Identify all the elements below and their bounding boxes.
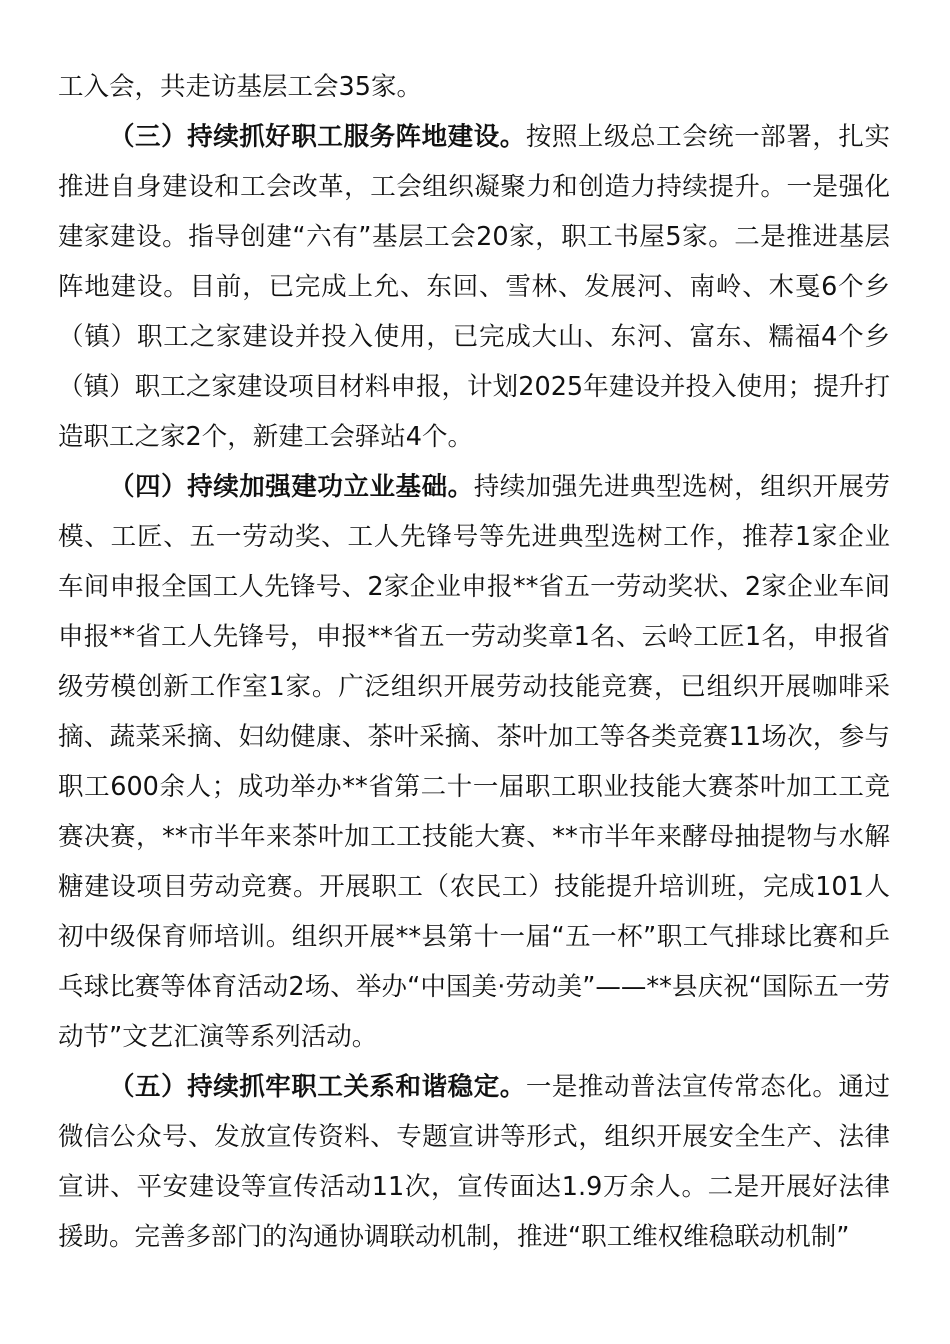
document-body	[58, 62, 890, 1262]
section-heading: （五）持续抓牢职工关系和谐稳定。	[109, 1072, 526, 1102]
paragraph-section-4	[58, 462, 890, 1062]
paragraph-text: 按照上级总工会统一部署，扎实推进自身建设和工会改革，工会组织凝聚力和创造力持续提升。一是强化建家建设。指导创建“六有”基层工会20家，职工书屋5家。二是推进基层阵地建设。目前，已完成上允、东回、雪林、发展河、南岭、木戛6个乡（镇）职工之家建设并投入使用，已完成大山、东河、富东、糯福4个乡（镇）职工之家建设项目材料申报，计划2025年建设并投入使用；提升打造职工之家2个，新建工会驿站4个。	[58, 122, 890, 452]
paragraph-text: 持续加强先进典型选树，组织开展劳模、工匠、五一劳动奖、工人先锋号等先进典型选树工作，推荐1家企业车间申报全国工人先锋号、2家企业申报**省五一劳动奖状、2家企业车间申报**省工人先锋号，申报**省五一劳动奖章1名、云岭工匠1名，申报省级劳模创新工作室1家。广泛组织开展劳动技能竞赛，已组织开展咖啡采摘、蔬菜采摘、妇幼健康、茶叶采摘、茶叶加工等各类竞赛11场次，参与职工600余人；成功举办**省第二十一届职工职业技能大赛茶叶加工工竞赛决赛，**市半年来茶叶加工工技能大赛、**市半年来酵母抽提物与水解糖建设项目劳动竞赛。开展职工（农民工）技能提升培训班，完成101人初中级保育师培训。组织开展**县第十一届“五一杯”职工气排球比赛和乒乓球比赛等体育活动2场、举办“中国美·劳动美”——**县庆祝“国际五一劳动节”文艺汇演等系列活动。	[58, 472, 890, 1052]
paragraph-text: 工入会，共走访基层工会35家。	[58, 72, 422, 102]
paragraph-continuation	[58, 62, 890, 112]
paragraph-section-5	[58, 1062, 890, 1262]
paragraph-section-3	[58, 112, 890, 462]
section-heading: （三）持续抓好职工服务阵地建设。	[109, 122, 526, 152]
section-heading: （四）持续加强建功立业基础。	[109, 472, 474, 502]
paragraph-text: 一是推动普法宣传常态化。通过微信公众号、发放宣传资料、专题宣讲等形式，组织开展安全生产、法律宣讲、平安建设等宣传活动11次，宣传面达1.9万余人。二是开展好法律援助。完善多部门的沟通协调联动机制，推进“职工维权维稳联动机制”	[58, 1072, 890, 1252]
